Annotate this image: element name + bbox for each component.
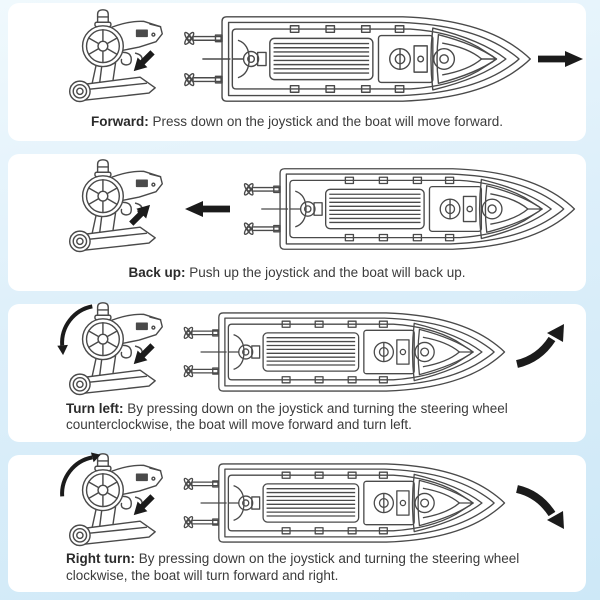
joystick-press-down-arrow-icon [129, 341, 158, 370]
caption-label: Back up: [128, 264, 186, 280]
forward-direction-arrow-icon [538, 48, 584, 70]
joystick-press-down-arrow-icon [129, 491, 158, 520]
remote-controller-illustration [48, 158, 172, 260]
instruction-panel-right-turn [8, 455, 586, 593]
boat-top-view-illustration [238, 162, 578, 256]
boat-top-view-illustration [178, 305, 508, 399]
caption-forward [18, 114, 576, 131]
instruction-panel-turn-left [8, 304, 586, 442]
turn-right-curved-arrow-icon [512, 481, 582, 541]
caption-right-turn [66, 551, 528, 584]
caption-text: By pressing down on the joystick and turning the steering wheel counterclockwise, the boat will move forward and turn left. [66, 400, 508, 432]
illustration-row-back-up [8, 154, 586, 265]
remote-controller-illustration [48, 301, 172, 403]
caption-back-up [18, 265, 576, 282]
caption-label: Forward: [91, 114, 149, 129]
boat-top-view-illustration [178, 12, 534, 106]
remote-controller-illustration [48, 452, 172, 554]
caption-text: Press down on the joystick and the boat will move forward. [152, 114, 503, 129]
boat-top-view-illustration [178, 456, 508, 550]
instruction-panel-back-up [8, 154, 586, 292]
turn-left-curved-arrow-icon [512, 312, 582, 372]
caption-text: By pressing down on the joystick and turning the steering wheel clockwise, the boat will turn forward and right. [66, 551, 520, 583]
joystick-press-down-arrow-icon [129, 47, 158, 76]
caption-text: Push up the joystick and the boat will back up. [189, 264, 466, 280]
backward-direction-arrow-icon [184, 198, 230, 220]
caption-turn-left [66, 401, 528, 434]
illustration-row-turn-left [8, 304, 586, 401]
illustration-row-right-turn [8, 455, 586, 552]
illustration-row-forward [8, 3, 586, 114]
instruction-panel-forward [8, 3, 586, 141]
remote-controller-illustration [48, 8, 172, 110]
caption-label: Right turn: [66, 551, 135, 566]
caption-label: Turn left: [66, 400, 124, 416]
joystick-push-up-arrow-icon [126, 200, 155, 229]
